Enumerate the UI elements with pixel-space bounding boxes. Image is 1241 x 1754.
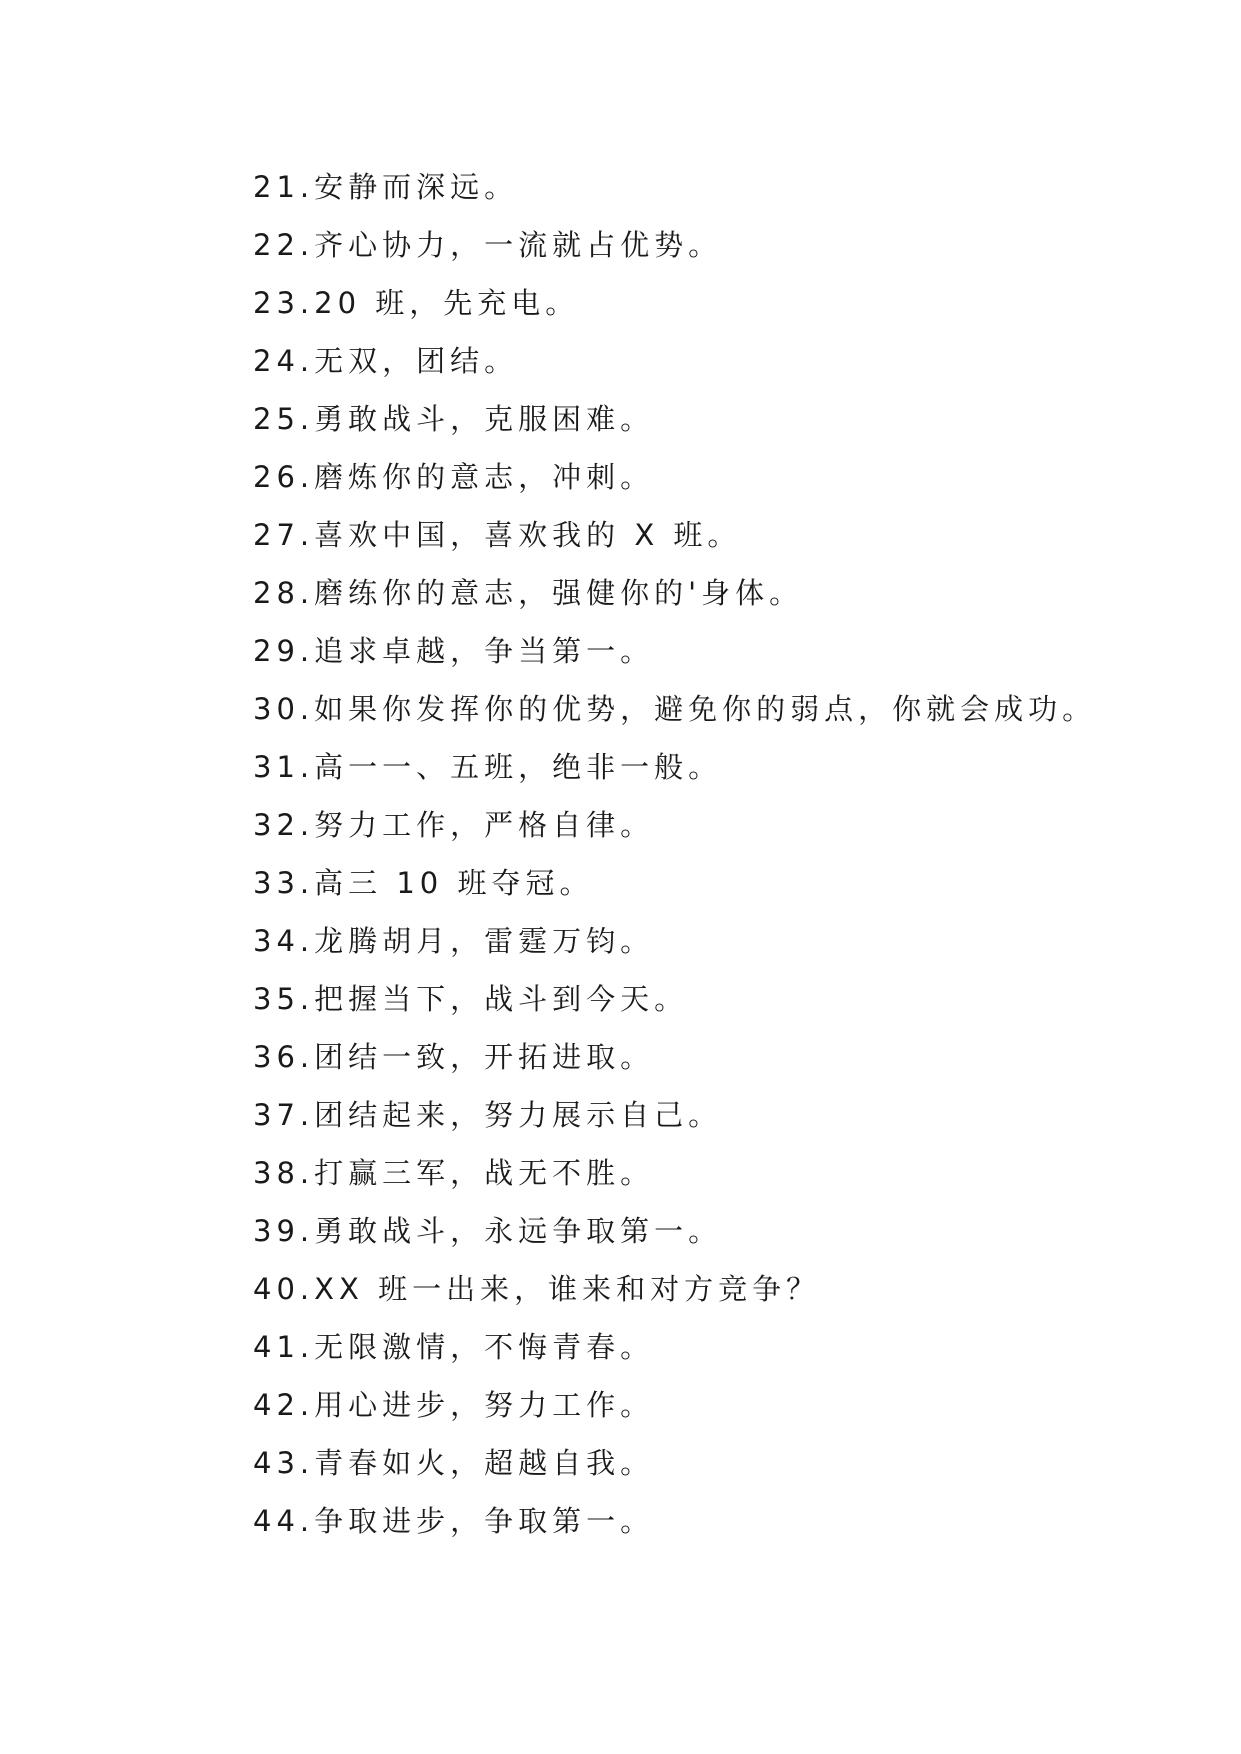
list-item: 33.高三 10 班夺冠。 <box>253 866 594 900</box>
slogan-list <box>253 158 1153 1550</box>
list-item: 43.青春如火，超越自我。 <box>253 1446 655 1480</box>
list-item: 38.打赢三军，战无不胜。 <box>253 1156 655 1190</box>
list-item: 22.齐心协力，一流就占优势。 <box>253 228 723 262</box>
list-item: 32.努力工作，严格自律。 <box>253 808 655 842</box>
list-item: 23.20 班，先充电。 <box>253 286 580 320</box>
list-item: 41.无限激情，不悔青春。 <box>253 1330 655 1364</box>
list-item: 39.勇敢战斗，永远争取第一。 <box>253 1214 723 1248</box>
list-item: 21.安静而深远。 <box>253 170 519 204</box>
list-item: 34.龙腾胡月，雷霆万钧。 <box>253 924 655 958</box>
list-item: 44.争取进步，争取第一。 <box>253 1504 655 1538</box>
list-item: 28.磨练你的意志，强健你的'身体。 <box>253 576 804 610</box>
list-item: 37.团结起来，努力展示自己。 <box>253 1098 723 1132</box>
list-item: 24.无双，团结。 <box>253 344 519 378</box>
list-item: 36.团结一致，开拓进取。 <box>253 1040 655 1074</box>
list-item: 42.用心进步，努力工作。 <box>253 1388 655 1422</box>
list-item: 27.喜欢中国，喜欢我的 X 班。 <box>253 518 742 552</box>
list-item: 40.XX 班一出来，谁来和对方竞争？ <box>253 1272 821 1306</box>
list-item: 26.磨炼你的意志，冲刺。 <box>253 460 655 494</box>
list-item: 25.勇敢战斗，克服困难。 <box>253 402 655 436</box>
list-item: 31.高一一、五班，绝非一般。 <box>253 750 723 784</box>
list-item: 29.追求卓越，争当第一。 <box>253 634 655 668</box>
list-item: 30.如果你发挥你的优势，避免你的弱点，你就会成功。 <box>253 692 1097 726</box>
list-item: 35.把握当下，战斗到今天。 <box>253 982 689 1016</box>
